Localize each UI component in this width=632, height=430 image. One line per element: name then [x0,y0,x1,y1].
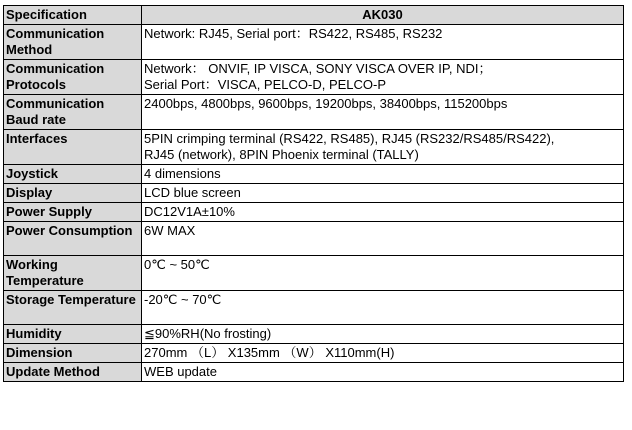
row-label-display: Display [4,184,142,203]
row-label-humidity: Humidity [4,325,142,344]
table-row [4,291,624,325]
table-row [4,130,624,165]
row-value-display [142,184,624,203]
row-label-working-temperature: Working Temperature [4,256,142,291]
row-label-update-method: Update Method [4,363,142,382]
value-line: Network: RJ45, Serial port：RS422, RS485, RS232 [144,26,443,41]
table-row [4,222,624,256]
table-row [4,363,624,382]
table-row [4,325,624,344]
row-value-communication-method [142,25,624,60]
table-row [4,60,624,95]
row-value-working-temperature [142,256,624,291]
row-label-interfaces: Interfaces [4,130,142,165]
row-label-communication-method: Communication Method [4,25,142,60]
row-value-storage-temperature [142,291,624,325]
table-row [4,256,624,291]
value-line: -20℃ ~ 70℃ [144,292,222,307]
value-line: Network： ONVIF, IP VISCA, SONY VISCA OVER IP, NDI； [144,61,492,76]
value-line: 0℃ ~ 50℃ [144,257,210,272]
row-label-power-supply: Power Supply [4,203,142,222]
value-line: ≦90%RH(No frosting) [144,326,272,341]
spec-column-header: Specification [4,6,142,25]
row-label-storage-temperature: Storage Temperature [4,291,142,325]
value-line: 4 dimensions [144,166,221,181]
value-line: 270mm （L） X135mm （W） X110mm(H) [144,345,395,360]
value-line: 5PIN crimping terminal (RS422, RS485), RJ45 (RS232/RS485/RS422), [144,131,555,146]
row-label-power-consumption: Power Consumption [4,222,142,256]
row-value-joystick [142,165,624,184]
row-label-communication-protocols: Communication Protocols [4,60,142,95]
table-row [4,203,624,222]
value-line: Serial Port：VISCA, PELCO-D, PELCO-P [144,77,387,92]
value-line: DC12V1A±10% [144,204,235,219]
row-label-communication-baud-rate: Communication Baud rate [4,95,142,130]
table-header-row [4,6,624,25]
table-row [4,25,624,60]
row-value-humidity [142,325,624,344]
value-line: RJ45 (network), 8PIN Phoenix terminal (TALLY) [144,147,419,162]
model-column-header: AK030 [142,6,624,25]
value-line: LCD blue screen [144,185,241,200]
table-row [4,95,624,130]
row-value-dimension [142,344,624,363]
table-row [4,344,624,363]
row-value-power-consumption [142,222,624,256]
row-value-interfaces [142,130,624,165]
value-line: 6W MAX [144,223,196,238]
value-line: 2400bps, 4800bps, 9600bps, 19200bps, 38400bps, 115200bps [144,96,508,111]
row-label-dimension: Dimension [4,344,142,363]
row-value-communication-baud-rate [142,95,624,130]
specification-table [3,5,624,382]
value-line: WEB update [144,364,217,379]
row-value-power-supply [142,203,624,222]
row-value-communication-protocols [142,60,624,95]
table-row [4,165,624,184]
row-label-joystick: Joystick [4,165,142,184]
row-value-update-method [142,363,624,382]
table-row [4,184,624,203]
